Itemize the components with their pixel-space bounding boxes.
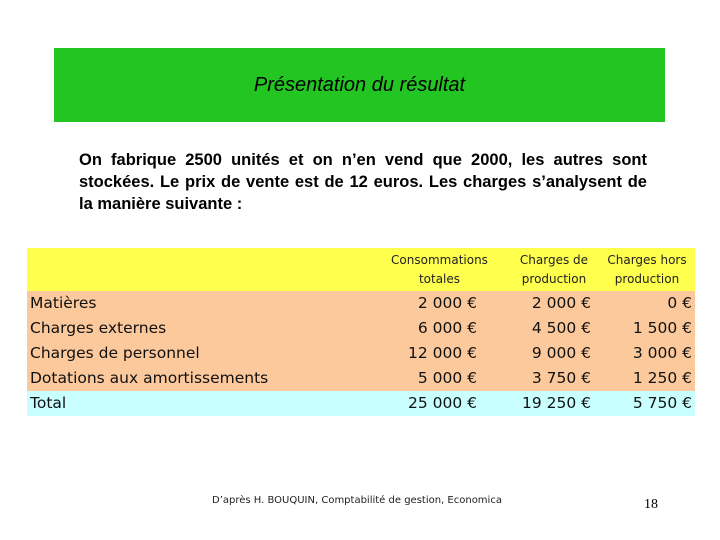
cell-production: 3 750 € bbox=[531, 369, 591, 387]
source-citation: D’après H. BOUQUIN, Comptabilité de gestion, Economica bbox=[212, 495, 502, 506]
total-consommations: 25 000 € bbox=[407, 394, 477, 412]
table-row bbox=[27, 316, 695, 341]
cell-production: 9 000 € bbox=[531, 344, 591, 362]
cell-consommations: 12 000 € bbox=[407, 344, 477, 362]
table-header-row bbox=[27, 248, 695, 291]
cell-hors-production: 1 250 € bbox=[632, 369, 692, 387]
cell-production: 2 000 € bbox=[531, 294, 591, 312]
cell-consommations: 2 000 € bbox=[417, 294, 477, 312]
cell-hors-production: 3 000 € bbox=[632, 344, 692, 362]
cell-hors-production: 1 500 € bbox=[632, 319, 692, 337]
table-row bbox=[27, 341, 695, 366]
cell-consommations: 5 000 € bbox=[417, 369, 477, 387]
table-total-row bbox=[27, 391, 695, 416]
page-number: 18 bbox=[644, 497, 658, 512]
table-row bbox=[27, 291, 695, 316]
row-label: Charges de personnel bbox=[30, 344, 200, 362]
cell-hors-production: 0 € bbox=[667, 294, 692, 312]
cell-consommations: 6 000 € bbox=[417, 319, 477, 337]
slide-title: Présentation du résultat bbox=[253, 73, 466, 96]
cell-production: 4 500 € bbox=[531, 319, 591, 337]
table-row bbox=[27, 366, 695, 391]
title-banner bbox=[54, 48, 665, 122]
header-charges-hors-production: Charges hors production bbox=[607, 253, 687, 286]
total-label: Total bbox=[30, 394, 67, 412]
total-production: 19 250 € bbox=[521, 394, 591, 412]
row-label: Matières bbox=[30, 294, 97, 312]
charges-table bbox=[27, 248, 695, 416]
intro-paragraph: On fabrique 2500 unités et on n’en vend que 2000, les autres sont stockées. Le prix de vente est de 12 euros. Les charges s’analysent de la manière suivante : bbox=[79, 151, 647, 213]
header-charges-production: Charges de production bbox=[519, 253, 589, 286]
header-consommations-totales: Consommations totales bbox=[391, 253, 488, 286]
total-hors-production: 5 750 € bbox=[632, 394, 692, 412]
row-label: Dotations aux amortissements bbox=[30, 369, 269, 387]
row-label: Charges externes bbox=[30, 319, 167, 337]
